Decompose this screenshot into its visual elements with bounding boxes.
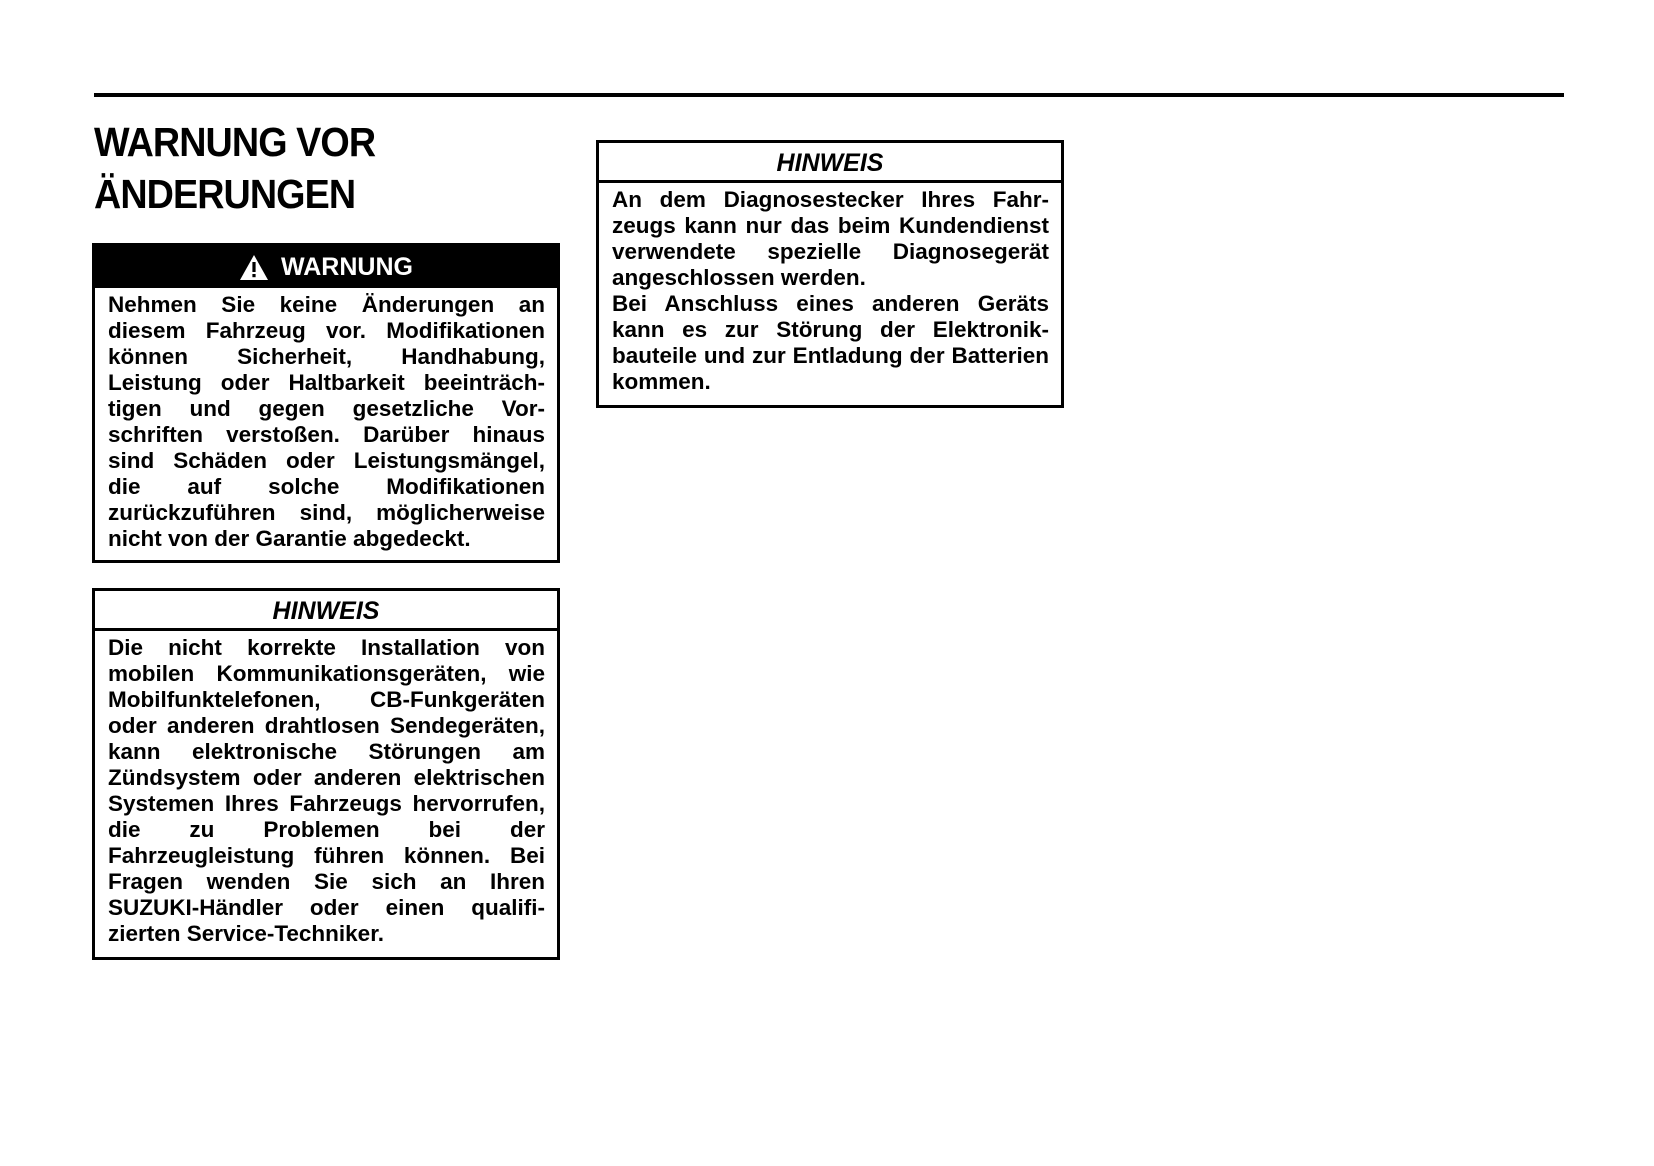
section-title-line-2: ÄNDERUNGEN	[94, 171, 356, 217]
section-title	[94, 116, 536, 220]
notice-box-text: Die nicht korrekte Installation von mobilen Kommunikationsgeräten, wie Mobilfunktelefonen, CB-Funkgeräten oder anderen drahtlosen Sendegeräten, kann elektronische Störungen am Zündsystem oder anderen elektrischen Systemen Ihres Fahrzeugs hervorrufen, die zu Problemen bei der Fahrzeugleistung führen können. Bei Fragen wenden Sie sich an Ihren SUZUKI-Händler oder einen qualifizierten Service-Techniker.	[108, 635, 545, 946]
warning-box-title: WARNUNG	[281, 253, 413, 281]
notice-box-paragraph-1: An dem Diagnosestecker Ihres Fahrzeugs kann nur das beim Kundendienst verwendete spezielle Diagnosegerät angeschlossen werden.	[612, 187, 1049, 290]
notice-box-header: HINWEIS	[599, 143, 1061, 183]
section-title-line-1: WARNUNG VOR	[94, 119, 376, 165]
warning-box-text: Nehmen Sie keine Änderungen an diesem Fahrzeug vor. Modifikationen können Sicherheit, Handhabung, Leistung oder Haltbarkeit beeinträchtigen und gegen gesetzliche Vorschriften verstoßen. Darüber hinaus sind Schäden oder Leistungsmängel, die auf solche Modifikationen zurückzuführen sind, möglicherweise nicht von der Garantie abgedeckt.	[108, 292, 545, 551]
notice-box-radio-equipment	[92, 588, 560, 960]
notice-box-body	[599, 183, 1061, 401]
top-divider-rule	[94, 93, 1564, 97]
notice-box-paragraph-2: Bei Anschluss eines anderen Geräts kann es zur Störung der Elektronikbauteile und zur Entladung der Batterien kommen.	[612, 291, 1049, 394]
warning-box	[92, 243, 560, 563]
notice-box-header: HINWEIS	[95, 591, 557, 631]
notice-box-body	[95, 631, 557, 953]
warning-triangle-icon	[239, 254, 269, 281]
notice-box-diagnostic-connector	[596, 140, 1064, 408]
warning-box-header	[95, 246, 557, 288]
warning-box-body	[95, 288, 557, 558]
